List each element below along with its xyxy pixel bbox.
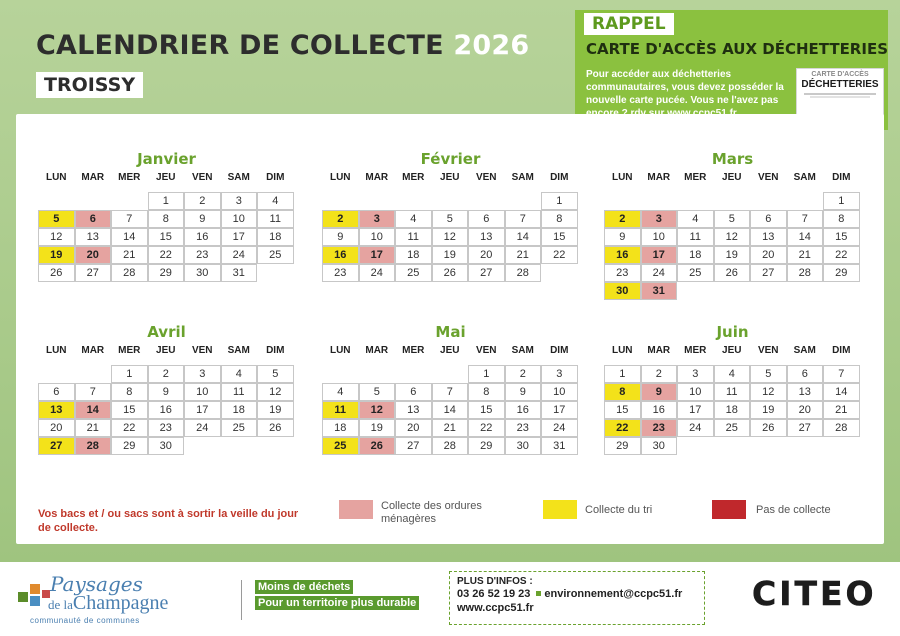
day-cell: 23 (322, 264, 359, 282)
weekday-header: LUN (611, 345, 633, 356)
day-cell: 21 (787, 246, 824, 264)
legend-label-ordures: Collecte des ordures ménagères (381, 500, 482, 525)
logo-square-green (18, 592, 28, 602)
day-cell: 6 (750, 210, 787, 228)
weekday-header: VEN (757, 172, 779, 183)
weekday-header: VEN (191, 345, 213, 356)
weekday-header: JEU (722, 345, 742, 356)
day-cell: 15 (823, 228, 860, 246)
day-cell-ordures: 23 (641, 419, 678, 437)
day-cell: 18 (677, 246, 714, 264)
day-cell: 7 (75, 383, 112, 401)
weekday-header: JEU (156, 345, 176, 356)
day-cell-tri: 19 (38, 246, 75, 264)
day-cell: 13 (787, 383, 824, 401)
day-cell: 2 (184, 192, 221, 210)
day-cell: 25 (221, 419, 258, 437)
day-cell: 28 (111, 264, 148, 282)
day-cell: 8 (468, 383, 505, 401)
day-cell: 26 (750, 419, 787, 437)
day-cell-tri: 2 (322, 210, 359, 228)
day-cell: 30 (641, 437, 678, 455)
day-cell: 29 (468, 437, 505, 455)
day-cell: 24 (184, 419, 221, 437)
day-cell: 4 (395, 210, 432, 228)
day-cell: 18 (395, 246, 432, 264)
day-cell: 7 (505, 210, 542, 228)
day-cell: 12 (38, 228, 75, 246)
day-cell: 25 (714, 419, 751, 437)
day-cell-ordures: 20 (75, 246, 112, 264)
title-year: 2026 (453, 30, 530, 61)
day-cell: 5 (432, 210, 469, 228)
day-cell: 17 (541, 401, 578, 419)
day-cell-tri: 16 (604, 246, 641, 264)
day-cell-tri: 27 (38, 437, 75, 455)
weekday-header: SAM (511, 172, 534, 183)
day-cell: 24 (221, 246, 258, 264)
day-cell: 16 (505, 401, 542, 419)
day-cell: 12 (750, 383, 787, 401)
day-cell: 22 (468, 419, 505, 437)
day-cell: 24 (641, 264, 678, 282)
day-cell: 20 (787, 401, 824, 419)
slogan-line1: Moins de déchets (255, 580, 353, 594)
day-cell: 11 (714, 383, 751, 401)
day-cell: 25 (395, 264, 432, 282)
weekday-header: DIM (550, 345, 569, 356)
weekday-header: VEN (191, 172, 213, 183)
day-cell: 21 (111, 246, 148, 264)
weekday-header: DIM (266, 345, 285, 356)
legend-label-tri: Collecte du tri (585, 504, 653, 516)
day-cell: 18 (257, 228, 294, 246)
day-cell: 2 (148, 365, 185, 383)
day-cell: 3 (541, 365, 578, 383)
day-cell: 20 (38, 419, 75, 437)
weekday-header: LUN (45, 172, 67, 183)
day-cell: 23 (604, 264, 641, 282)
day-cell: 30 (148, 437, 185, 455)
day-cell-ordures: 9 (641, 383, 678, 401)
day-cell-ordures: 12 (359, 401, 396, 419)
day-cell: 17 (184, 401, 221, 419)
weekday-header: DIM (832, 345, 851, 356)
day-cell: 23 (184, 246, 221, 264)
day-cell-tri: 16 (322, 246, 359, 264)
day-cell: 27 (787, 419, 824, 437)
day-cell: 18 (221, 401, 258, 419)
weekday-header: JEU (440, 172, 460, 183)
day-cell: 6 (787, 365, 824, 383)
weekday-header: DIM (266, 172, 285, 183)
day-cell: 1 (823, 192, 860, 210)
day-cell: 4 (677, 210, 714, 228)
weekday-header: MAR (81, 345, 105, 356)
day-cell: 16 (184, 228, 221, 246)
day-cell-tri: 11 (322, 401, 359, 419)
legend-swatch-ordures (339, 500, 373, 519)
day-cell: 13 (468, 228, 505, 246)
day-cell: 26 (714, 264, 751, 282)
day-cell: 15 (604, 401, 641, 419)
day-cell: 1 (604, 365, 641, 383)
citeo-logo: CITEO (752, 574, 877, 613)
day-cell: 28 (787, 264, 824, 282)
page-title (36, 30, 529, 61)
day-cell: 8 (111, 383, 148, 401)
logo-square-blue (30, 596, 40, 606)
day-cell: 19 (432, 246, 469, 264)
contact-phone[interactable]: 03 26 52 19 23 (457, 588, 531, 600)
day-cell: 15 (468, 401, 505, 419)
day-cell: 2 (505, 365, 542, 383)
day-cell: 11 (395, 228, 432, 246)
contact-website[interactable]: www.ccpc51.fr (457, 602, 534, 614)
logo-line2 (48, 592, 168, 615)
day-cell: 13 (750, 228, 787, 246)
day-cell: 12 (714, 228, 751, 246)
weekday-header: MAR (647, 345, 671, 356)
day-cell: 26 (432, 264, 469, 282)
weekday-header: MER (402, 172, 425, 183)
day-cell: 10 (221, 210, 258, 228)
day-cell: 9 (184, 210, 221, 228)
weekday-header: MAR (647, 172, 671, 183)
day-cell: 11 (257, 210, 294, 228)
access-card-line2: DÉCHETTERIES (801, 79, 879, 90)
day-cell-tri: 2 (604, 210, 641, 228)
logo-line2a: de la (48, 597, 73, 612)
day-cell: 27 (468, 264, 505, 282)
weekday-header: MER (118, 172, 141, 183)
day-cell: 14 (823, 383, 860, 401)
day-cell: 10 (641, 228, 678, 246)
day-cell-tri: 22 (604, 419, 641, 437)
weekday-header: SAM (227, 172, 250, 183)
day-cell: 7 (432, 383, 469, 401)
legend-swatch-tri (543, 500, 577, 519)
day-cell: 5 (257, 365, 294, 383)
title-text: CALENDRIER DE COLLECTE (36, 30, 444, 61)
day-cell: 21 (75, 419, 112, 437)
weekday-header: MAR (81, 172, 105, 183)
day-cell: 23 (505, 419, 542, 437)
rappel-label: RAPPEL (584, 13, 674, 35)
day-cell-ordures: 17 (359, 246, 396, 264)
day-cell: 8 (541, 210, 578, 228)
day-cell: 5 (359, 383, 396, 401)
bullet-icon (536, 591, 541, 596)
weekday-header: JEU (722, 172, 742, 183)
contact-title: PLUS D'INFOS : (457, 576, 533, 587)
month-name: Janvier (137, 150, 196, 168)
day-cell: 3 (221, 192, 258, 210)
day-cell: 17 (677, 401, 714, 419)
day-cell-ordures: 17 (641, 246, 678, 264)
weekday-header: MAR (365, 345, 389, 356)
weekday-header: MAR (365, 172, 389, 183)
day-cell: 26 (257, 419, 294, 437)
collection-note: Vos bacs et / ou sacs sont à sortir la veille du jour de collecte. (38, 508, 299, 534)
day-cell: 14 (787, 228, 824, 246)
legend-swatch-pas-collecte (712, 500, 746, 519)
weekday-header: VEN (475, 172, 497, 183)
day-cell: 10 (541, 383, 578, 401)
day-cell: 14 (505, 228, 542, 246)
access-card-image (796, 68, 884, 118)
day-cell: 18 (322, 419, 359, 437)
day-cell: 24 (359, 264, 396, 282)
day-cell: 6 (38, 383, 75, 401)
day-cell-tri: 13 (38, 401, 75, 419)
day-cell: 25 (257, 246, 294, 264)
day-cell: 19 (359, 419, 396, 437)
weekday-header: SAM (793, 172, 816, 183)
day-cell: 9 (148, 383, 185, 401)
legend-label-pas-collecte: Pas de collecte (756, 504, 831, 516)
day-cell: 19 (257, 401, 294, 419)
day-cell-ordures: 31 (641, 282, 678, 300)
contact-box (449, 571, 705, 625)
day-cell: 18 (714, 401, 751, 419)
weekday-header: LUN (329, 345, 351, 356)
day-cell: 11 (677, 228, 714, 246)
weekday-header: VEN (475, 345, 497, 356)
logo-line1: Paysages (50, 572, 143, 596)
day-cell: 22 (823, 246, 860, 264)
day-cell-ordures: 3 (359, 210, 396, 228)
day-cell-tri: 30 (604, 282, 641, 300)
contact-email[interactable]: environnement@ccpc51.fr (544, 588, 683, 600)
day-cell: 5 (750, 365, 787, 383)
weekday-header: LUN (611, 172, 633, 183)
day-cell: 16 (148, 401, 185, 419)
day-cell-tri: 25 (322, 437, 359, 455)
day-cell: 29 (111, 437, 148, 455)
day-cell: 8 (823, 210, 860, 228)
day-cell: 11 (221, 383, 258, 401)
day-cell: 4 (714, 365, 751, 383)
weekday-header: JEU (440, 345, 460, 356)
logo-line2b: Champagne (72, 592, 169, 614)
weekday-header: SAM (227, 345, 250, 356)
day-cell: 15 (541, 228, 578, 246)
weekday-header: MER (402, 345, 425, 356)
day-cell: 9 (604, 228, 641, 246)
access-card-decor (804, 93, 876, 95)
day-cell: 28 (823, 419, 860, 437)
weekday-header: SAM (511, 345, 534, 356)
day-cell-tri: 8 (604, 383, 641, 401)
contact-line-1 (457, 587, 697, 601)
logo-line3: communauté de communes (30, 616, 140, 625)
day-cell: 19 (750, 401, 787, 419)
day-cell: 30 (505, 437, 542, 455)
day-cell: 12 (257, 383, 294, 401)
day-cell: 15 (111, 401, 148, 419)
day-cell: 24 (677, 419, 714, 437)
day-cell: 3 (677, 365, 714, 383)
day-cell: 22 (111, 419, 148, 437)
day-cell: 4 (322, 383, 359, 401)
day-cell: 26 (38, 264, 75, 282)
day-cell: 29 (148, 264, 185, 282)
logo-square-orange (30, 584, 40, 594)
month-name: Mars (711, 150, 754, 168)
day-cell: 22 (148, 246, 185, 264)
day-cell: 27 (75, 264, 112, 282)
day-cell: 4 (221, 365, 258, 383)
day-cell: 31 (541, 437, 578, 455)
day-cell: 6 (468, 210, 505, 228)
weekday-header: VEN (757, 345, 779, 356)
day-cell-ordures: 26 (359, 437, 396, 455)
day-cell-ordures: 6 (75, 210, 112, 228)
weekday-header: DIM (550, 172, 569, 183)
day-cell: 27 (395, 437, 432, 455)
day-cell: 8 (148, 210, 185, 228)
day-cell: 1 (111, 365, 148, 383)
slogan-line2: Pour un territoire plus durable (255, 596, 419, 610)
day-cell: 1 (468, 365, 505, 383)
day-cell: 13 (395, 401, 432, 419)
day-cell-ordures: 28 (75, 437, 112, 455)
weekday-header: LUN (45, 345, 67, 356)
weekday-header: SAM (793, 345, 816, 356)
day-cell: 21 (432, 419, 469, 437)
access-card-decor (810, 96, 870, 98)
day-cell: 1 (148, 192, 185, 210)
day-cell: 24 (541, 419, 578, 437)
day-cell: 29 (604, 437, 641, 455)
weekday-header: JEU (156, 172, 176, 183)
weekday-header: MER (684, 345, 707, 356)
day-cell: 1 (541, 192, 578, 210)
day-cell: 16 (641, 401, 678, 419)
day-cell: 9 (505, 383, 542, 401)
day-cell: 23 (148, 419, 185, 437)
rappel-title: CARTE D'ACCÈS AUX DÉCHETTERIES (586, 40, 888, 58)
rappel-text: Pour accéder aux déchetteries communautaires, vous devez posséder la nouvelle carte pucée. Vous ne l'avez pas (586, 69, 784, 106)
day-cell: 2 (641, 365, 678, 383)
day-cell: 5 (714, 210, 751, 228)
day-cell: 10 (184, 383, 221, 401)
day-cell: 17 (221, 228, 258, 246)
day-cell: 7 (787, 210, 824, 228)
weekday-header: LUN (329, 172, 351, 183)
day-cell: 29 (823, 264, 860, 282)
day-cell: 22 (541, 246, 578, 264)
day-cell-ordures: 14 (75, 401, 112, 419)
weekday-header: MER (118, 345, 141, 356)
day-cell: 20 (395, 419, 432, 437)
day-cell: 19 (714, 246, 751, 264)
day-cell: 13 (75, 228, 112, 246)
day-cell: 6 (395, 383, 432, 401)
day-cell: 31 (221, 264, 258, 282)
day-cell: 28 (505, 264, 542, 282)
day-cell: 20 (750, 246, 787, 264)
day-cell-tri: 5 (38, 210, 75, 228)
access-card-line1: CARTE D'ACCÈS (811, 71, 869, 78)
day-cell: 28 (432, 437, 469, 455)
month-name: Mai (435, 323, 466, 341)
day-cell: 12 (432, 228, 469, 246)
day-cell: 14 (432, 401, 469, 419)
day-cell: 7 (111, 210, 148, 228)
day-cell: 21 (823, 401, 860, 419)
day-cell: 10 (359, 228, 396, 246)
month-name: Juin (716, 323, 749, 341)
commune-name: TROISSY (36, 72, 143, 98)
day-cell: 4 (257, 192, 294, 210)
day-cell: 25 (677, 264, 714, 282)
day-cell: 20 (468, 246, 505, 264)
month-name: Avril (147, 323, 186, 341)
day-cell: 21 (505, 246, 542, 264)
month-name: Février (420, 150, 481, 168)
footer-divider (241, 580, 242, 620)
day-cell: 9 (322, 228, 359, 246)
day-cell: 14 (111, 228, 148, 246)
day-cell: 10 (677, 383, 714, 401)
day-cell-ordures: 3 (641, 210, 678, 228)
weekday-header: MER (684, 172, 707, 183)
day-cell: 27 (750, 264, 787, 282)
day-cell: 15 (148, 228, 185, 246)
weekday-header: DIM (832, 172, 851, 183)
day-cell: 30 (184, 264, 221, 282)
day-cell: 7 (823, 365, 860, 383)
day-cell: 3 (184, 365, 221, 383)
